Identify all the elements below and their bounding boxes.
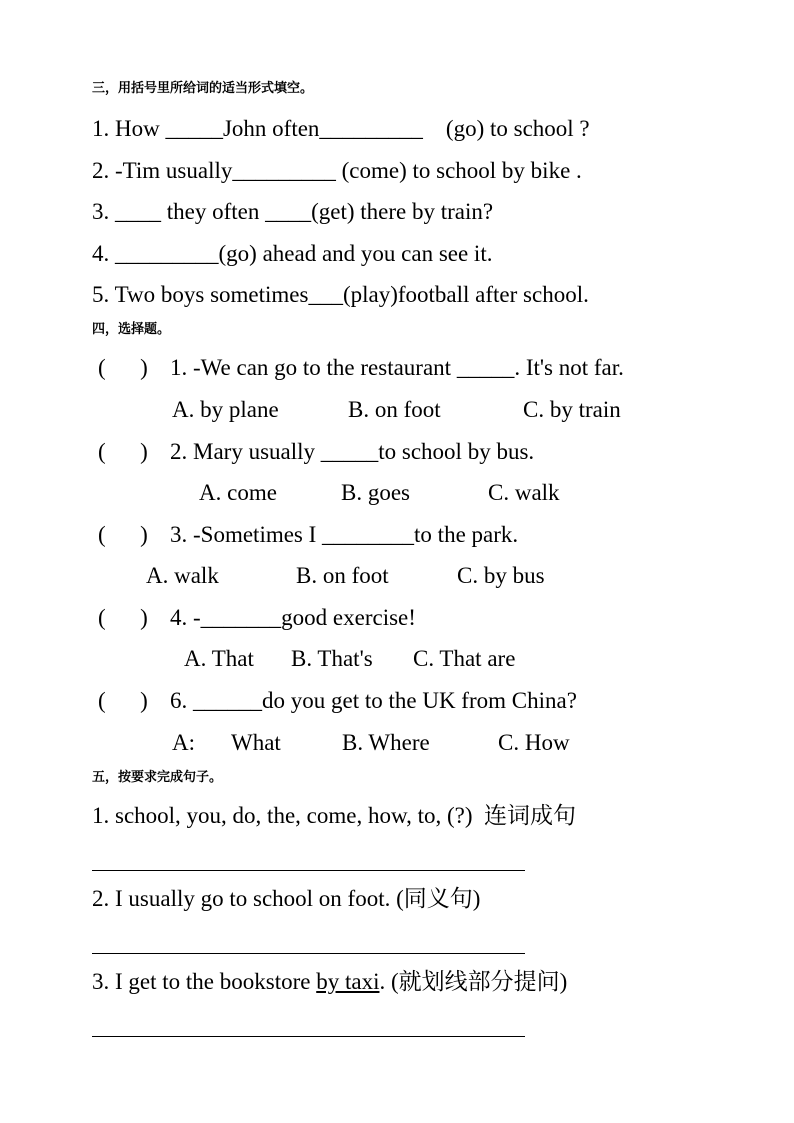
option-b: B. on foot [296, 563, 389, 588]
section-5-heading: 五，按要求完成句子。 [92, 770, 223, 785]
fill-blank-item-1: 1. How _____John often_________ (go) to school ? [92, 116, 590, 141]
sentence-instruction: . (就划线部分提问) [379, 969, 568, 994]
choice-options-4 [0, 645, 794, 673]
answer-line-3 [92, 1036, 525, 1037]
answer-paren: ( ) [98, 355, 148, 380]
option-b: B. on foot [348, 397, 441, 422]
option-a-text: What [231, 730, 281, 755]
option-c: C. walk [488, 480, 560, 505]
option-b: B. goes [341, 480, 410, 505]
option-b: B. That's [291, 646, 373, 671]
option-c: C. How [498, 730, 570, 755]
answer-paren: ( ) [98, 522, 148, 547]
fill-blank-item-3: 3. ____ they often ____(get) there by train? [92, 199, 494, 224]
complete-sentence-item-3 [92, 968, 567, 996]
option-a: A: [172, 730, 195, 755]
fill-blank-item-2: 2. -Tim usually_________ (come) to school by bike . [92, 158, 582, 183]
option-a: A. walk [146, 563, 219, 588]
complete-sentence-item-2: 2. I usually go to school on foot. (同义句) [92, 886, 481, 911]
question-text: 2. Mary usually _____to school by bus. [170, 439, 535, 464]
option-a: A. come [199, 480, 277, 505]
choice-options-2 [0, 479, 794, 507]
answer-paren: ( ) [98, 605, 148, 630]
fill-blank-item-4: 4. _________(go) ahead and you can see it. [92, 241, 493, 266]
choice-options-6 [0, 729, 794, 757]
answer-line-1 [92, 870, 525, 871]
answer-paren: ( ) [98, 688, 148, 713]
fill-blank-item-5: 5. Two boys sometimes___(play)football after school. [92, 282, 589, 307]
option-a: A. That [184, 646, 254, 671]
sentence-text: 3. I get to the bookstore [92, 969, 317, 994]
answer-line-2 [92, 953, 525, 954]
complete-sentence-item-1: 1. school, you, do, the, come, how, to, (?) 连词成句 [92, 803, 576, 828]
question-text: 6. ______do you get to the UK from China? [170, 688, 577, 713]
option-c: C. by bus [457, 563, 545, 588]
underlined-phrase: by taxi [316, 969, 380, 994]
option-a: A. by plane [172, 397, 279, 422]
section-3-heading: 三，用括号里所给词的适当形式填空。 [92, 81, 314, 96]
choice-options-3 [0, 562, 794, 590]
option-b: B. Where [342, 730, 430, 755]
option-c: C. That are [413, 646, 516, 671]
option-c: C. by train [523, 397, 621, 422]
answer-paren: ( ) [98, 439, 148, 464]
question-text: 4. -_______good exercise! [170, 605, 416, 630]
question-text: 3. -Sometimes I ________to the park. [170, 522, 519, 547]
question-text: 1. -We can go to the restaurant _____. It's not far. [170, 355, 624, 380]
section-4-heading: 四，选择题。 [92, 322, 171, 337]
choice-options-1 [0, 396, 794, 424]
